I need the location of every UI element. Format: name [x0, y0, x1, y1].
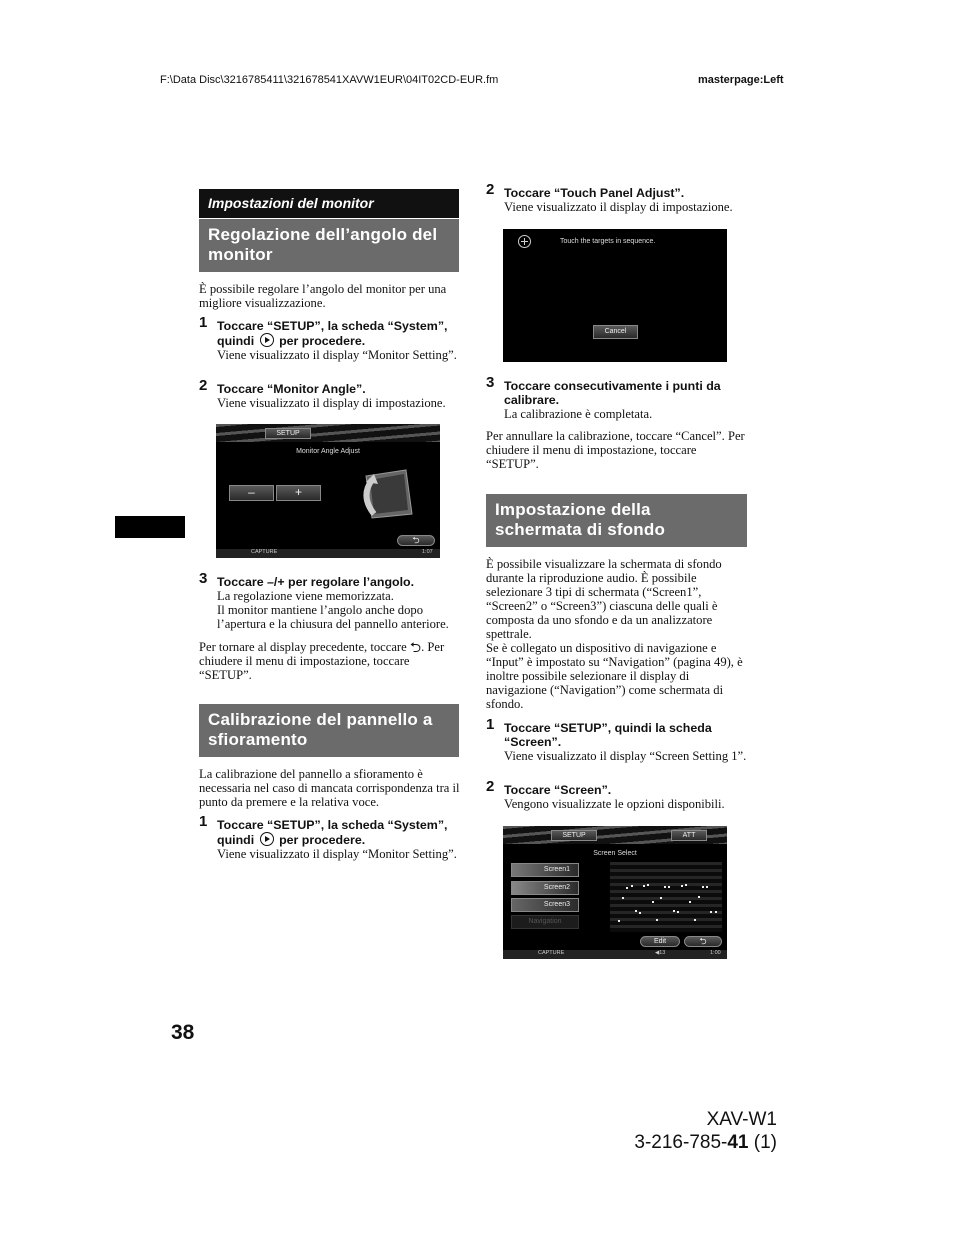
- return-note: [199, 640, 461, 682]
- step-title-b: per procedere.: [279, 334, 366, 348]
- screen2-option[interactable]: Screen2: [511, 881, 579, 895]
- step-title-b: per procedere.: [279, 833, 366, 847]
- spectrum-dot: [643, 885, 645, 887]
- spectrum-dot: [668, 886, 670, 888]
- step-title: Toccare “Touch Panel Adjust”.: [504, 186, 685, 200]
- step-number: 1: [199, 314, 208, 331]
- setup-tab[interactable]: SETUP: [551, 830, 597, 841]
- spectrum-dot: [706, 886, 708, 888]
- screen-top-bar: [216, 424, 440, 442]
- calibration-note: Per annullare la calibrazione, toccare “Cancel”. Per chiudere il menu di impostazione, toccare “SETUP”.: [486, 429, 745, 471]
- spectrum-dot: [660, 897, 662, 899]
- minus-button[interactable]: –: [229, 485, 274, 501]
- capture-label: CAPTURE: [538, 950, 565, 956]
- step-title: Toccare “SETUP”, quindi la scheda “Screen”.: [504, 721, 712, 749]
- screen-status-bar: [216, 549, 440, 558]
- background-step-1: [486, 716, 748, 763]
- spectrum-dot: [618, 920, 620, 922]
- step-1: [199, 314, 461, 362]
- cancel-button[interactable]: Cancel: [593, 325, 638, 339]
- step-title: Toccare –/+ per regolare l’angolo.: [217, 575, 415, 589]
- step-body: Viene visualizzato il display di impostazione.: [504, 200, 733, 214]
- section-title-background-screen: Impostazione della schermata di sfondo: [486, 494, 747, 547]
- step-3: [199, 570, 461, 631]
- background-preview: [610, 862, 722, 932]
- att-button[interactable]: ATT: [671, 830, 707, 841]
- clock: 1:00: [710, 950, 721, 956]
- calibration-step-3: [486, 374, 748, 421]
- step-body: Viene visualizzato il display “Screen Setting 1”.: [504, 749, 747, 763]
- calibration-step-1: [199, 813, 461, 861]
- spectrum-dot: [673, 910, 675, 912]
- play-icon: [260, 832, 274, 846]
- back-icon: ⮌: [412, 535, 420, 545]
- step-number: 3: [486, 374, 495, 391]
- background-intro: È possibile visualizzare la schermata di sfondo durante la riproduzione audio. È possibile selezionare 3 tipi di schermata (“Screen1”, “Screen2” o “Screen3”) ciascuna delle quali è composta da uno sfondo e da un analizzatore spettrale.: [486, 557, 722, 641]
- spectrum-dot: [710, 911, 712, 913]
- spectrum-dot: [639, 912, 641, 914]
- spectrum-dot: [677, 911, 679, 913]
- spectrum-dot: [631, 885, 633, 887]
- spectrum-dot: [702, 886, 704, 888]
- model-info: [600, 1108, 777, 1154]
- step-number: 3: [199, 570, 208, 587]
- calibration-intro: La calibrazione del pannello a sfioramento è necessaria nel caso di mancata corrispondenza tra il punto da premere e la relativa voce.: [199, 767, 460, 809]
- step-number: 2: [199, 377, 208, 394]
- back-button[interactable]: [397, 535, 435, 546]
- background-step-2: [486, 778, 748, 811]
- spectrum-dot: [656, 919, 658, 921]
- step-body: Viene visualizzato il display “Monitor Setting”.: [217, 348, 457, 362]
- step-body: Vengono visualizzate le opzioni disponibili.: [504, 797, 725, 811]
- masterpage-label: masterpage:Left: [698, 74, 784, 86]
- step-body-2: Il monitor mantiene l’angolo anche dopo l’apertura e la chiusura del pannello anteriore.: [217, 603, 449, 631]
- touch-instruction: Touch the targets in sequence.: [560, 238, 656, 245]
- spectrum-dot: [647, 884, 649, 886]
- step-title: Toccare consecutivamente i punti da calibrare.: [504, 379, 721, 407]
- step-number: 2: [486, 778, 495, 795]
- section-tab-marker: [115, 516, 185, 538]
- category-heading: Impostazioni del monitor: [199, 189, 459, 218]
- screen1-option[interactable]: Screen1: [511, 863, 579, 877]
- section-title-monitor-angle: Regolazione dell’angolo del monitor: [199, 219, 459, 272]
- edit-button[interactable]: Edit: [640, 936, 680, 947]
- spectrum-dot: [664, 886, 666, 888]
- screen3-option[interactable]: Screen3: [511, 898, 579, 912]
- screen-title: Monitor Angle Adjust: [296, 448, 360, 455]
- screen-title: Screen Select: [593, 850, 637, 857]
- document-code: 3-216-785-41 (1): [634, 1132, 777, 1153]
- screen-select-screenshot: [503, 826, 727, 959]
- spectrum-dot: [689, 901, 691, 903]
- back-button[interactable]: [684, 936, 722, 947]
- play-icon: [260, 333, 274, 347]
- capture-label: CAPTURE: [251, 549, 278, 555]
- spectrum-dot: [715, 911, 717, 913]
- return-note-b: . Per chiudere il menu di impostazione, toccare “SETUP”.: [199, 640, 445, 682]
- back-icon: ⮌: [409, 640, 422, 656]
- spectrum-dot: [626, 887, 628, 889]
- spectrum-dot: [652, 901, 654, 903]
- step-body: Viene visualizzato il display di impostazione.: [217, 396, 446, 410]
- monitor-angle-graphic: [352, 462, 422, 522]
- plus-button[interactable]: +: [276, 485, 321, 501]
- screen-status-bar: [503, 950, 727, 959]
- step-title: Toccare “Monitor Angle”.: [217, 382, 366, 396]
- step-body: La calibrazione è completata.: [504, 407, 653, 421]
- section-intro: È possibile regolare l’angolo del monitor per una migliore visualizzazione.: [199, 282, 447, 310]
- screen-option-list: [511, 863, 579, 931]
- spectrum-dot: [635, 910, 637, 912]
- spectrum-dot: [685, 884, 687, 886]
- clock: 1:07: [422, 549, 433, 555]
- monitor-angle-screenshot: [216, 424, 440, 558]
- volume-value: 13: [659, 950, 666, 956]
- step-title: Toccare “Screen”.: [504, 783, 612, 797]
- background-intro-2: Se è collegato un dispositivo di navigazione e “Input” è impostato su “Navigation” (pagina 49), è inoltre possibile selezionare il display di navigazione (“Navigation”) come schermata di sfondo.: [486, 641, 743, 711]
- step-number: 1: [199, 813, 208, 830]
- touch-panel-screenshot: [503, 229, 727, 362]
- step-title-a: Toccare “SETUP”, la scheda “System”, quindi: [217, 818, 448, 847]
- step-title-a: Toccare “SETUP”, la scheda “System”, quindi: [217, 319, 448, 348]
- target-crosshair-icon: [518, 235, 531, 248]
- return-note-a: Per tornare al display precedente, toccare: [199, 640, 407, 654]
- step-body: Viene visualizzato il display “Monitor Setting”.: [217, 847, 457, 861]
- section-title-calibration: Calibrazione del pannello a sfioramento: [199, 704, 459, 757]
- speaker-icon: ◀: [655, 950, 660, 956]
- page-number: 38: [171, 1021, 195, 1044]
- spectrum-dot: [698, 896, 700, 898]
- spectrum-dot: [622, 897, 624, 899]
- spectrum-dot: [694, 919, 696, 921]
- file-path: F:\Data Disc\3216785411\321678541XAVW1EUR\04IT02CD-EUR.fm: [160, 74, 499, 86]
- step-number: 1: [486, 716, 495, 733]
- step-2: [199, 377, 461, 410]
- step-number: 2: [486, 181, 495, 198]
- back-icon: ⮌: [699, 936, 707, 946]
- calibration-step-2: [486, 181, 748, 214]
- setup-tab[interactable]: SETUP: [265, 428, 311, 439]
- navigation-option-disabled: Navigation: [511, 915, 579, 929]
- model-name: XAV-W1: [706, 1109, 777, 1130]
- volume-indicator: [655, 950, 665, 956]
- spectrum-dot: [681, 885, 683, 887]
- step-body: La regolazione viene memorizzata.: [217, 589, 394, 603]
